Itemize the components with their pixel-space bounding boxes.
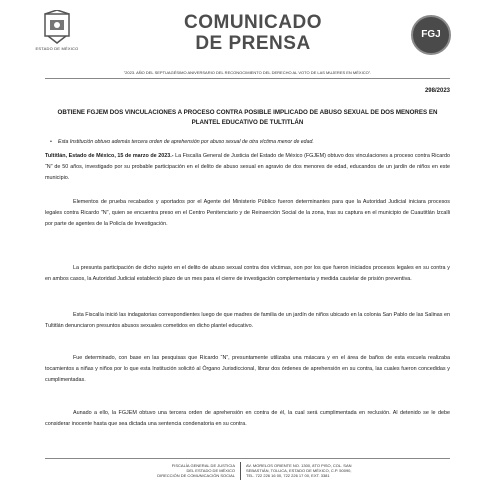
header-divider	[45, 78, 450, 79]
state-crest-icon	[42, 10, 72, 44]
page-title	[180, 12, 326, 54]
footer-address	[246, 463, 446, 478]
paragraph-1	[45, 151, 450, 183]
footer-left-line-3: DIRECCIÓN DE COMUNICACIÓN SOCIAL	[157, 473, 235, 478]
title-line-1: COMUNICADO	[184, 12, 322, 33]
page-header	[0, 0, 495, 90]
fgj-logo	[411, 15, 451, 55]
summary-bullet	[50, 139, 448, 146]
dateline: Tultitlán, Estado de México, 15 de marzo de 2023.-	[45, 153, 174, 159]
bullet-icon: •	[50, 139, 52, 145]
footer-divider	[45, 458, 450, 459]
paragraph-4: Esta Fiscalía inició las indagatorias correspondientes luego de que madres de familia de un jardín de niños ubicado en la colonia San Pablo de las Salinas en Tultitlán denunciaron presuntos abusos sexuales cometidos en dicho plantel educativo.	[45, 312, 450, 329]
header-motto: "2023. AÑO DEL SEPTUAGÉSIMO ANIVERSARIO DEL RECONOCIMIENTO DEL DERECHO AL VOTO DE LAS MUJERES EN MÉXICO".	[123, 70, 372, 75]
footer-right-line-3: TEL. 722 226 16 00, 722 226 17 00, EXT. 3381	[246, 473, 330, 478]
press-headline: OBTIENE FGJEM DOS VINCULACIONES A PROCESO CONTRA POSIBLE IMPLICADO DE ABUSO SEXUAL DE DOS MENORES EN PLANTEL EDUCATIVO DE TULTITLÁN	[57, 109, 438, 126]
footer-vertical-divider	[240, 462, 241, 480]
state-label: ESTADO DE MÉXICO	[35, 46, 79, 51]
summary-bullet-text: Esta Institución obtuvo además tercera orden de aprehensión por abuso sexual de otra víctima menor de edad.	[58, 139, 314, 145]
footer-right-line-2: SEBASTIÁN, TOLUCA, ESTADO DE MÉXICO, C.P. 50090,	[246, 468, 352, 473]
fgj-logo-text: FGJ	[421, 29, 441, 40]
paragraph-3: La presunta participación de dicho sujeto en el delito de abuso sexual contra dos víctimas, son por los que fueron iniciados procesos legales en su contra y en ambos casos, la Autoridad Judicial estableció plazo de un mes para el cierre de investigación complementaria y medida cautelar de prisión preventiva.	[45, 265, 450, 282]
footer-left-line-2: DEL ESTADO DE MÉXICO	[186, 468, 235, 473]
paragraph-2: Elementos de prueba recabados y aportados por el Agente del Ministerio Público fueron determinantes para que la Autoridad Judicial iniciara procesos legales contra Ricardo "N", quien se encuentra preso en el Centro Penitenciario y de Reinserción Social de la zona, tras su captura en el municipio de Cuautitlán Izcalli por parte de agentes de la Policía de Investigación.	[45, 199, 450, 227]
footer-institution	[55, 463, 235, 478]
footer-right-line-1: AV. MORELOS ORIENTE NO. 1300, 8TO PISO, COL. SAN	[246, 463, 352, 468]
paragraph-5: Fue determinado, con base en las pesquisas que Ricardo “N”, presuntamente utilizaba una máscara y en el área de baños de esta escuela realizaba tocamientos a niñas y niños por lo que esta Institución solicitó al Órgano Jurisdiccional, librar dos órdenes de aprehensión en su contra, las cuales fueron concedidas y cumplimentadas.	[45, 355, 450, 383]
document-number: 298/2023	[424, 88, 450, 94]
title-line-2: DE PRENSA	[195, 33, 311, 54]
paragraph-1-text: La Fiscalía General de Justicia del Estado de México (FGJEM) obtuvo dos vinculaciones a proceso contra Ricardo “N” de 50 años, investigado por su probable participación en el delito de abuso sexual en agravio de dos menores de edad, educandos de un jardín de niños en este municipio.	[45, 153, 450, 181]
paragraph-6: Aunado a ello, la FGJEM obtuvo una tercera orden de aprehensión en contra de él, la cual será cumplimentada en reclusión. Al detenido se le debe considerar inocente hasta que sea dictada una sentencia condenatoria en su contra.	[45, 410, 450, 427]
footer-left-line-1: FISCALÍA GENERAL DE JUSTICIA	[171, 463, 235, 468]
